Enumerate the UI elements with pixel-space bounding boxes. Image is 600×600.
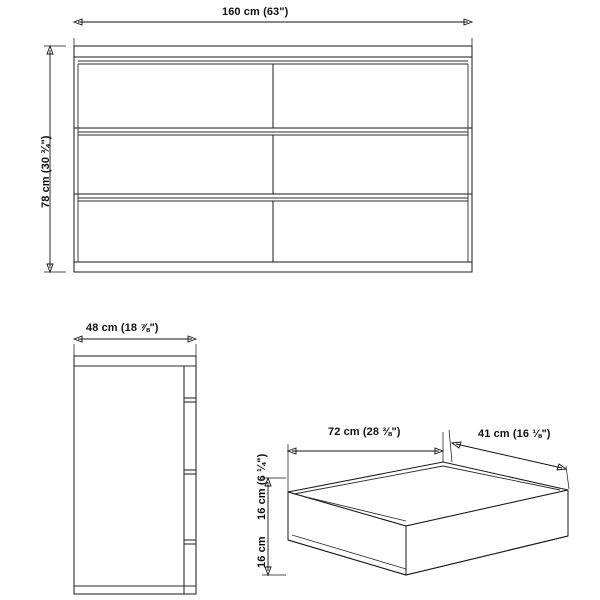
dimension-label-drawer-height-repeat: 16 cm (256, 536, 268, 568)
dimension-label-height: 78 cm (30 ¾") (40, 135, 52, 208)
front-view-group (44, 19, 472, 272)
side-view-group (74, 336, 196, 594)
drawer-view-group (262, 430, 569, 575)
dimension-label-width: 160 cm (63") (222, 6, 289, 18)
dimension-label-drawer-depth: 41 cm (16 ⅛") (478, 428, 551, 440)
dimension-label-drawer-height: 16 cm (6 ¼") (256, 453, 268, 520)
dimension-label-depth: 48 cm (18 ⅞") (86, 322, 159, 334)
dimension-label-drawer-width: 72 cm (28 ⅜") (328, 426, 401, 438)
